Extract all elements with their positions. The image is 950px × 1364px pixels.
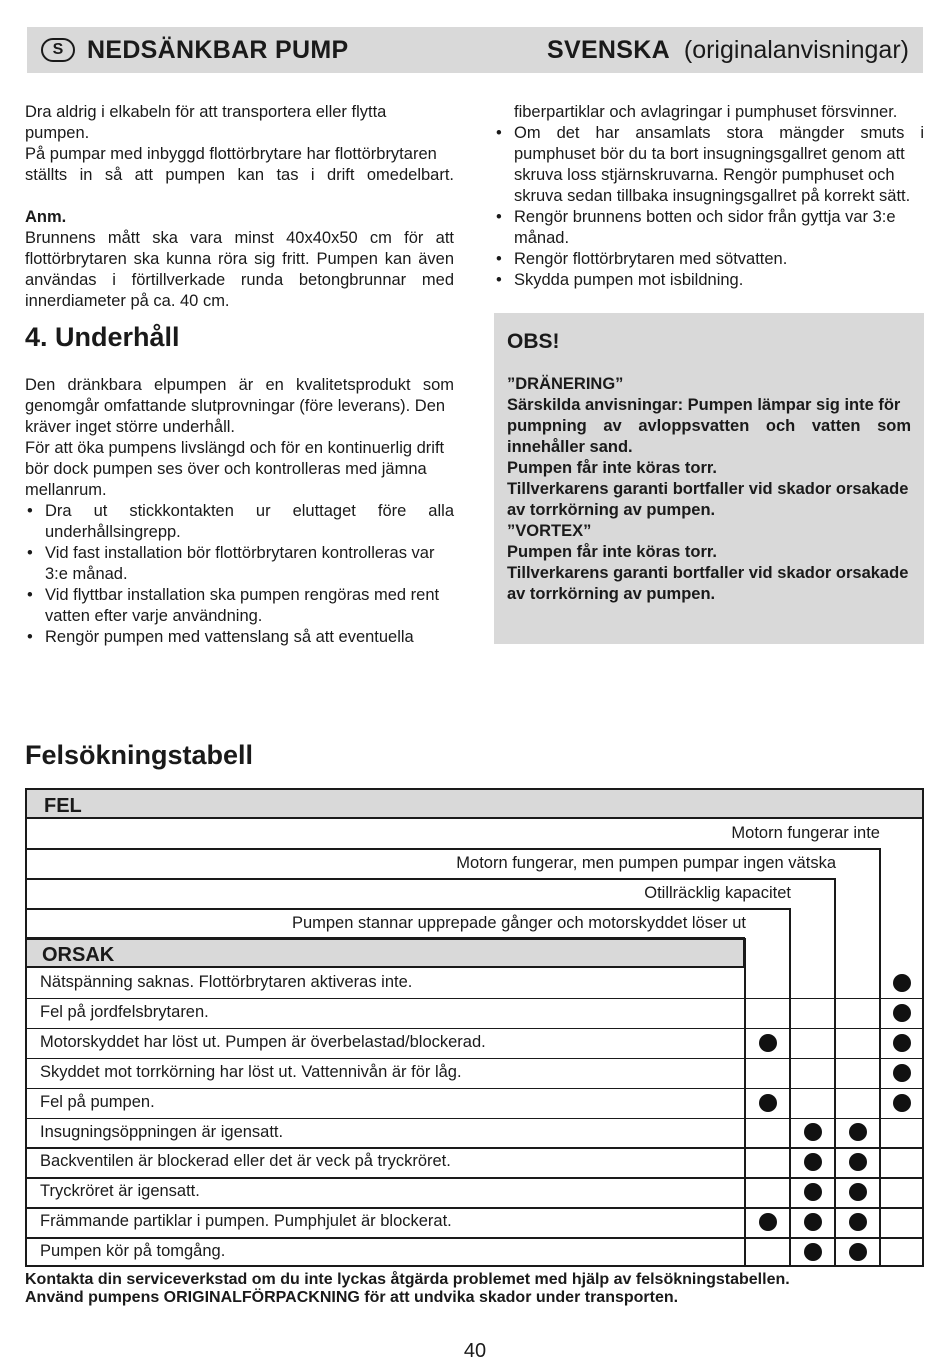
mark-dot (849, 1123, 867, 1141)
bullet-item: • Om det har ansamlats stora mängder smuts i pumphuset bör du ta bort insugningsgallret genom att skruva loss stjärnskruvarna. Rengör pumphuset och skruva sedan tillbaka insugningsgallret på korrekt sätt. (494, 123, 924, 207)
intro-line: ställts in så att pumpen kan tas i drift omedelbart. (25, 166, 454, 184)
mark-dot (849, 1153, 867, 1171)
bullet-item: • Rengör brunnens botten och sidor från gyttja var 3:e månad. (494, 207, 924, 249)
mark-dot (804, 1153, 822, 1171)
page-header (27, 27, 923, 73)
fault-label: Otillräcklig kapacitet (644, 884, 791, 902)
bullet-item: • Rengör flottörbrytaren med sötvatten. (494, 249, 924, 270)
orsak-label: ORSAK (42, 944, 115, 966)
mark-dot (804, 1123, 822, 1141)
mark-dot (893, 1004, 911, 1022)
cause-label: Backventilen är blockerad eller det är veck på tryckröret. (40, 1152, 451, 1171)
row-divider (25, 938, 745, 940)
bullet-item: • Rengör pumpen med vattenslang så att eventuella (25, 627, 454, 648)
fault-label: Pumpen stannar upprepade gånger och motorskyddet löser ut (291, 914, 746, 932)
mark-dot (759, 1034, 777, 1052)
row-divider (25, 1088, 924, 1090)
product-title: NEDSÄNKBAR PUMP (87, 36, 349, 64)
row-divider (25, 1177, 924, 1179)
anm-line: innerdiameter på ca. 40 cm. (25, 292, 230, 310)
bullet-item: • Vid flyttbar installation ska pumpen rengöras med rent vatten efter varje användning. (25, 585, 454, 627)
fault-label: Motorn fungerar inte (731, 824, 880, 842)
cause-label: Pumpen kör på tomgång. (40, 1242, 226, 1261)
obs-section-heading: ”VORTEX” (507, 522, 592, 540)
anm-label: Anm. (25, 208, 67, 226)
row-divider (25, 998, 924, 1000)
fault-label: Motorn fungerar, men pumpen pumpar ingen vätska (456, 854, 836, 872)
language-subtitle: (originalanvisningar) (683, 36, 909, 64)
maintenance-text: Den dränkbara elpumpen är en kvalitetsprodukt som genomgår omfattande slutprovningar (före leverans). Den kräver inget större underhåll. För att öka pumpens livslängd och för en kontinuerlig drift bör dock pumpen ses över och kontrolleras med jämna mellanrum. • Dra ut stickkontakten ur eluttaget före alla underhållsingrepp. • Vid fast installation bör flottörbrytaren kontrolleras var 3:e månad. • Vid flyttbar installation ska pumpen rengöras med rent vatten efter varje användning. • Rengör pumpen med vattenslang så att eventuella (25, 375, 454, 648)
mark-dot (804, 1213, 822, 1231)
row-divider (25, 1207, 924, 1209)
obs-body: ”DRÄNERING” Särskilda anvisningar: Pumpen lämpar sig inte för pumpning av avloppsvatten och vatten som innehåller sand. Pumpen får inte köras torr. Tillverkarens garanti bortfaller vid skador orsakade av torrkörning av pumpen. ”VORTEX” Pumpen får inte köras torr. Tillverkarens garanti bortfaller vid skador orsakade av torrkörning av pumpen. (507, 375, 911, 603)
row-divider (25, 878, 835, 880)
troubleshooting-heading: Felsökningstabell (25, 740, 254, 770)
cause-label: Insugningsöppningen är igensatt. (40, 1122, 284, 1141)
obs-section-heading: ”DRÄNERING” (507, 375, 624, 393)
lead-line: fiberpartiklar och avlagringar i pumphuset försvinner. (514, 103, 898, 121)
mark-dot (849, 1213, 867, 1231)
mark-dot (849, 1183, 867, 1201)
mark-dot (893, 1034, 911, 1052)
language-name: SVENSKA (547, 36, 670, 64)
mark-dot (759, 1213, 777, 1231)
footer-line: Använd pumpens ORIGINALFÖRPACKNING för att undvika skador under transporten. (25, 1289, 679, 1306)
footer-line: Kontakta din serviceverkstad om du inte lyckas åtgärda problemet med hjälp av felsökningstabellen. (25, 1271, 790, 1288)
intro-line: Dra aldrig i elkabeln för att transportera eller flytta pumpen. (25, 103, 387, 142)
row-divider (25, 1147, 924, 1149)
mark-dot (893, 1094, 911, 1112)
mark-dot (759, 1094, 777, 1112)
bullet-item: • Vid fast installation bör flottörbrytaren kontrolleras var 3:e månad. (25, 543, 454, 585)
page-number: 40 (463, 1340, 487, 1362)
row-divider (25, 1058, 924, 1060)
bullet-item: • Skydda pumpen mot isbildning. (494, 270, 924, 291)
mark-dot (804, 1243, 822, 1261)
row-divider (25, 908, 790, 910)
row-divider (25, 1118, 924, 1120)
fel-label: FEL (44, 795, 82, 817)
obs-notice-box (494, 313, 924, 644)
intro-line: På pumpar med inbyggd flottörbrytare har flottörbrytaren (25, 145, 437, 163)
maintenance-continued (494, 102, 924, 291)
cause-label: Tryckröret är igensatt. (40, 1182, 200, 1201)
language-badge: S (41, 38, 75, 62)
mark-dot (849, 1243, 867, 1261)
footer-note (25, 1271, 790, 1307)
cause-label: Fel på pumpen. (40, 1092, 155, 1111)
cause-label: Främmande partiklar i pumpen. Pumphjulet är blockerat. (40, 1212, 452, 1231)
anm-line: användas i förtillverkade runda betongbrunnar med (25, 271, 454, 289)
mark-dot (893, 974, 911, 992)
mark-dot (893, 1064, 911, 1082)
cause-label: Fel på jordfelsbrytaren. (40, 1002, 209, 1021)
obs-title: OBS! (507, 330, 560, 353)
mark-dot (804, 1183, 822, 1201)
cause-label: Motorskyddet har löst ut. Pumpen är överbelastad/blockerad. (40, 1032, 486, 1051)
language-title (547, 36, 909, 65)
row-divider (25, 848, 880, 850)
cause-label: Nätspänning saknas. Flottörbrytaren aktiveras inte. (40, 973, 413, 991)
intro-text (25, 102, 454, 312)
row-divider (25, 1237, 924, 1239)
cause-label: Skyddet mot torrkörning har löst ut. Vattennivån är för låg. (40, 1062, 462, 1081)
section-heading: 4. Underhåll (25, 322, 180, 352)
bullet-item: • Dra ut stickkontakten ur eluttaget före alla underhållsingrepp. (25, 501, 454, 543)
row-divider (25, 1028, 924, 1030)
anm-line: flottörbrytaren ska kunna röra sig fritt. Pumpen kan även (25, 250, 454, 268)
anm-line: Brunnens mått ska vara minst 40x40x50 cm för att (25, 229, 454, 247)
column-divider (744, 938, 746, 1267)
troubleshooting-table (25, 788, 924, 1267)
